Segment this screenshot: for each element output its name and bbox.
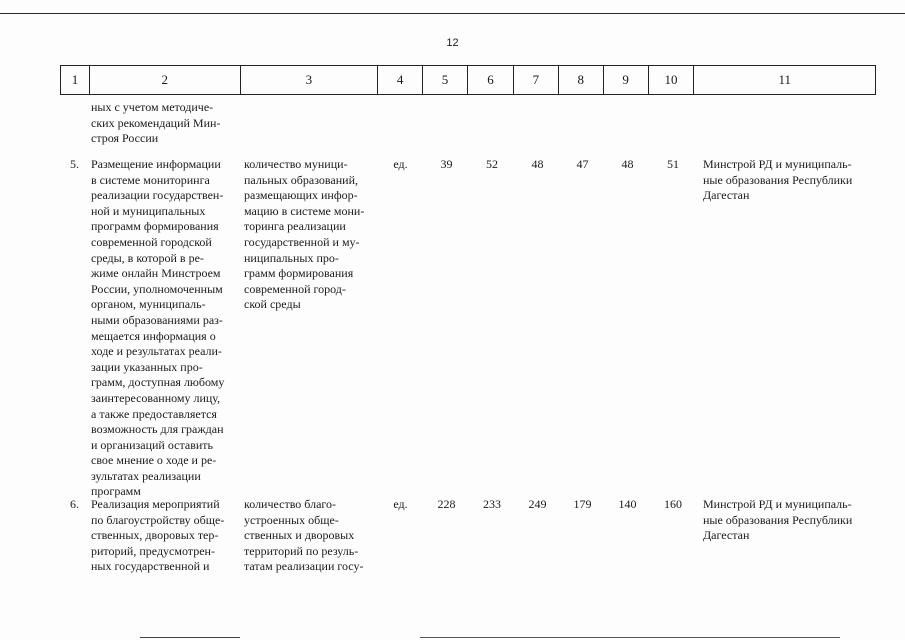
scan-edge-line xyxy=(140,637,240,638)
continuation-text: ных с учетом методиче- ских рекомендаций Мин- строя России xyxy=(91,100,221,146)
row-indicator: количество благо- устроенных обще- ственных и дворовых территорий по резуль- татам реализации госу- xyxy=(244,497,364,574)
row-index: 6. xyxy=(70,497,79,511)
row-value: 249 xyxy=(528,497,547,511)
row-value: 179 xyxy=(573,497,592,511)
page-number: 12 xyxy=(446,37,459,49)
header-cell: 3 xyxy=(241,66,379,94)
row-unit: ед. xyxy=(393,157,408,171)
row-value: 233 xyxy=(483,497,501,511)
row-value: 228 xyxy=(437,497,456,511)
header-cell: 7 xyxy=(514,66,559,94)
row-measure-name: Реализация мероприятий по благоустройству обще- ственных, дворовых тер- риторий, предусмотрен- ных государственной и xyxy=(91,497,225,574)
row-measure-name: Размещение информации в системе мониторинга реализации государствен- ной и муниципальных программ формирования современной городской среды, в которой в ре- жиме онлайн Минстроем России, уполномоченным органом, муниципаль- ными образованиями раз- мещается информация о ходе и результатах реали- зации указанных про- грамм, доступная любому заинтересованному лицу, а также предоставляется возможность для граждан и организаций оставить свое мнение о ходе и ре- зультатах реализации программ xyxy=(91,157,225,499)
header-cell: 4 xyxy=(378,66,423,94)
header-cell: 1 xyxy=(61,66,90,94)
header-cell: 2 xyxy=(90,66,241,94)
row-value: 47 xyxy=(576,157,589,171)
row-responsible: Минстрой РД и муниципаль- ные образования Республики Дагестан xyxy=(703,497,853,543)
table-header xyxy=(60,65,876,95)
row-unit: ед. xyxy=(393,497,408,511)
row-value: 160 xyxy=(664,497,682,511)
header-cell: 10 xyxy=(649,66,695,94)
header-cell: 6 xyxy=(468,66,514,94)
row-value: 48 xyxy=(621,157,634,171)
row-value: 51 xyxy=(667,157,679,171)
scan-edge-line xyxy=(420,637,840,638)
header-cell: 11 xyxy=(778,72,791,87)
top-rule xyxy=(0,13,905,14)
row-index: 5. xyxy=(70,157,79,171)
row-value: 52 xyxy=(486,157,498,171)
header-cell: 8 xyxy=(559,66,604,94)
row-value: 140 xyxy=(618,497,637,511)
row-responsible: Минстрой РД и муниципаль- ные образования Республики Дагестан xyxy=(703,157,853,203)
header-cell: 5 xyxy=(423,66,468,94)
row-value: 39 xyxy=(440,157,453,171)
header-cell: 9 xyxy=(604,66,649,94)
row-indicator: количество муници- пальных образований, размещающих инфор- мацию в системе мони- торинга реализации государственной и му- ниципальных про- грамм формирования современной город- ской среды xyxy=(244,157,365,312)
row-value: 48 xyxy=(531,157,544,171)
